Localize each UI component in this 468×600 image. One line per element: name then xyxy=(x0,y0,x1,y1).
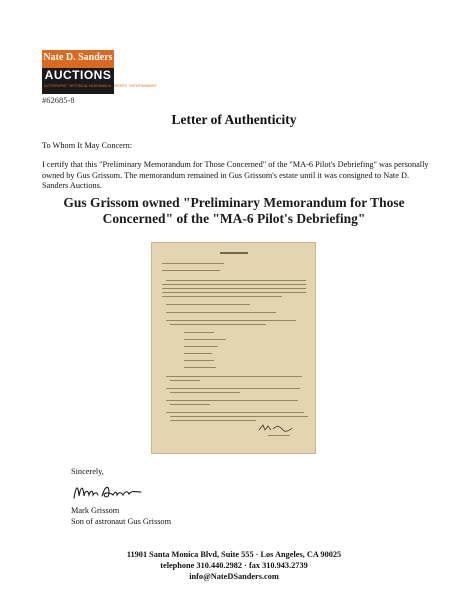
signer-name: Mark Grissom xyxy=(71,506,120,515)
memo-text-line xyxy=(170,324,266,325)
salutation: To Whom It May Concern: xyxy=(42,141,133,150)
letterhead-footer xyxy=(0,549,468,582)
memo-text-line xyxy=(166,400,298,401)
memo-text-line xyxy=(170,416,308,417)
memo-text-line xyxy=(166,412,304,413)
memo-text-line xyxy=(162,288,306,289)
logo-tagline: AUTOGRAPHS · HISTORICAL MEMORABILIA · SPORTS · ENTERTAINMENT xyxy=(44,84,157,88)
memo-text-line xyxy=(166,376,302,377)
memo-text-line xyxy=(166,388,300,389)
memo-text-line xyxy=(162,263,224,264)
memo-text-line xyxy=(184,360,214,361)
memo-text-line xyxy=(166,312,276,313)
memo-text-line xyxy=(166,280,306,281)
memo-text-line xyxy=(184,339,226,340)
memorandum-photo xyxy=(152,243,315,453)
memo-heading-mark xyxy=(220,252,248,254)
signer-title: Son of astronaut Gus Grissom xyxy=(71,517,172,526)
memo-text-line xyxy=(170,392,240,393)
memo-text-line xyxy=(170,380,200,381)
logo-name: Nate D. Sanders xyxy=(43,52,113,63)
closing: Sincerely, xyxy=(71,467,104,476)
memo-text-line xyxy=(166,320,296,321)
item-headline: Gus Grissom owned "Preliminary Memorandum for Those Concerned" of the "MA-6 Pilot's Debriefing" xyxy=(63,195,405,226)
footer-email-link[interactable]: info@NateDSanders.com xyxy=(189,572,279,581)
memo-text-line xyxy=(184,346,218,347)
memo-text-line xyxy=(170,404,210,405)
memo-text-line xyxy=(162,284,306,285)
certification-paragraph: I certify that this "Preliminary Memorandum for Those Concerned" of the "MA-6 Pilot's Debriefing" was personally owned by Gus Grissom. The memorandum remained in Gus Grissom's estate until it was consigned to Nate D. Sanders Auctions. xyxy=(42,160,429,191)
memo-initials xyxy=(258,423,296,432)
memo-text-line xyxy=(166,304,250,305)
footer-address: 11901 Santa Monica Blvd, Suite 555 · Los Angeles, CA 90025 xyxy=(126,550,342,559)
memo-text-line xyxy=(162,296,282,297)
item-reference-number: #62685-8 xyxy=(42,95,75,105)
memo-text-line xyxy=(184,332,214,333)
handwritten-signature xyxy=(71,480,151,504)
memo-text-line xyxy=(170,420,256,421)
memo-text-line xyxy=(184,367,216,368)
auction-house-logo xyxy=(42,50,157,94)
logo-brand: AUCTIONS xyxy=(44,68,112,82)
memo-text-line xyxy=(162,292,306,293)
letter-title: Letter of Authenticity xyxy=(171,112,297,127)
memo-text-line xyxy=(162,270,220,271)
memo-text-line xyxy=(184,353,212,354)
memo-text-line xyxy=(268,435,290,436)
footer-phone-fax: telephone 310.440.2982 · fax 310.943.2739 xyxy=(160,561,308,570)
